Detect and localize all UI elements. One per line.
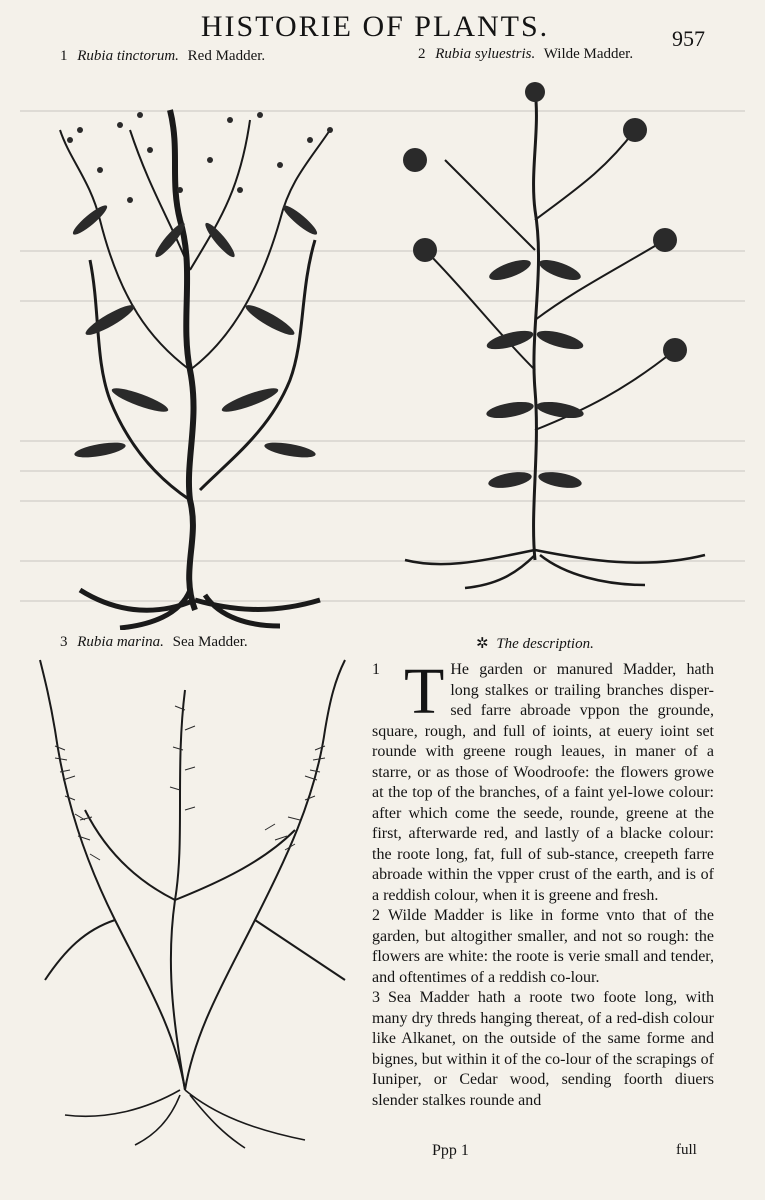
running-head: HISTORIE OF PLANTS. [200, 10, 550, 43]
paragraph-text: He garden or manured Madder, hath long stalkes or trailing branches disper-sed farre abroade vppon the grounde, square, rough, and full of ioints, at euery ioint set rounde with greene rough leaues, in maner of a starre, or as those of Woodroofe: the flowers growe at the top of the branches, of a faint yel-lowe colour: after which come the seede, rounde, greene at the first, afterwarde red, and lastly of a blacke colour: the roote long, fat, full of sub-stance, creepeth farre abroade within the vpper crust of the earth, and is of a reddish colour, when it is greene and fresh. [372, 661, 714, 904]
paragraph-1 [372, 655, 714, 906]
sea-madder-woodcut [25, 650, 360, 1150]
page-number: 957 [672, 26, 705, 51]
latin-name: Rubia tinctorum. [77, 48, 179, 64]
figure-caption-2 [418, 46, 633, 63]
section-title: The description. [496, 636, 594, 652]
paragraph-text: Sea Madder hath a roote two foote long, with many dry threds hanging thereat, of a red-dish colour like Alkanet, on the outside of the same forme and bignes, but within it of the co-lour of the scrapings of Iuniper, or Cedar wood, sending foorth diuers slender stalkes rounde and [372, 989, 714, 1109]
asterism-icon: ✲ [476, 636, 489, 652]
description-text [372, 655, 714, 1111]
paragraph-text: Wilde Madder is like in forme vnto that of the garden, but altogither smaller, and not so rough: the flowers are white: the roote is verie small and tender, and oftentimes of a reddish co-lour. [372, 907, 714, 986]
latin-name: Rubia syluestris. [435, 46, 536, 62]
paragraph-3 [372, 988, 714, 1111]
paragraph-2 [372, 906, 714, 988]
figure-number: 2 [418, 46, 426, 62]
paragraph-number: 3 [372, 989, 380, 1006]
latin-name: Rubia marina. [77, 634, 164, 650]
figure-caption-3 [60, 634, 248, 651]
paragraph-number: 2 [372, 907, 380, 924]
paragraph-number: 1 [372, 661, 380, 678]
figure-caption-1 [60, 48, 265, 65]
catchword: full [676, 1142, 697, 1158]
english-name: Sea Madder. [172, 634, 248, 650]
figure-number: 1 [60, 48, 68, 64]
signature-mark: Ppp 1 [432, 1142, 469, 1159]
drop-cap: T [404, 655, 445, 728]
english-name: Wilde Madder. [543, 46, 634, 62]
wilde-madder-woodcut [385, 70, 725, 590]
red-madder-woodcut [30, 70, 360, 630]
section-heading [476, 634, 594, 653]
english-name: Red Madder. [187, 48, 266, 64]
figure-number: 3 [60, 634, 68, 650]
